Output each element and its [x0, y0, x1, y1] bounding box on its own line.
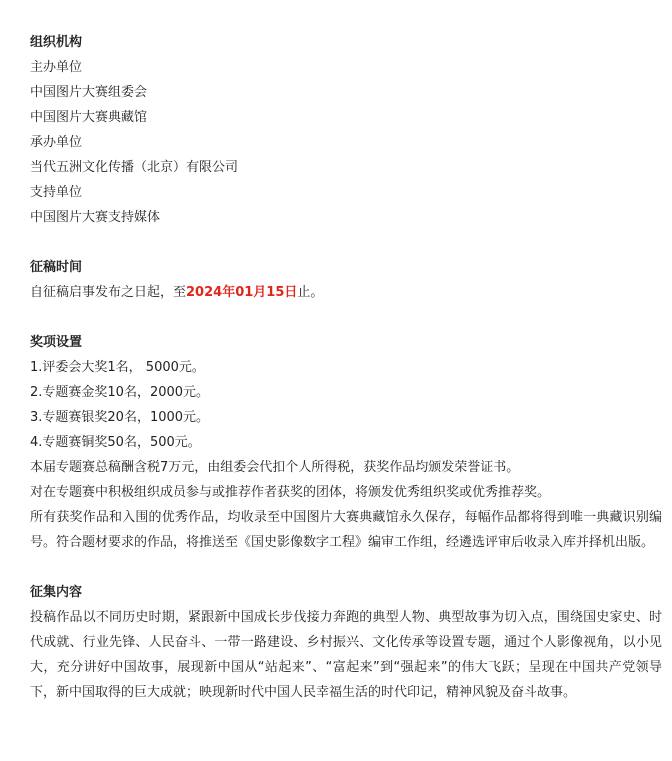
- deadline-section: [30, 255, 662, 305]
- organizer-label: 主办单位: [30, 60, 83, 75]
- deadline-date: 2024年01月15日: [186, 285, 298, 300]
- awards-note-collection: 所有获奖作品和入围的优秀作品，均收录至中国图片大赛典藏馆永久保存，每幅作品都将得到唯一典藏识别编号。符合题材要求的作品，将推送至《国史影像数字工程》编审工作组，经遴选评审后收录入库并择机出版。: [30, 510, 662, 550]
- supporter-label: 支持单位: [30, 185, 83, 200]
- deadline-text-after: 止。: [297, 285, 324, 300]
- awards-heading: 奖项设置: [30, 335, 83, 350]
- organizer-name-1: 中国图片大赛组委会: [30, 85, 148, 100]
- deadline-text: [30, 280, 662, 305]
- awards-section: [30, 330, 662, 555]
- award-item: 1.评委会大奖1名， 5000元。: [30, 360, 205, 375]
- content-heading: 征集内容: [30, 585, 83, 600]
- content-paragraph: 投稿作品以不同历史时期，紧跟新中国成长步伐接力奔跑的典型人物、典型故事为切入点，围绕国史家史、时代成就、行业先锋、人民奋斗、一带一路建设、乡村振兴、文化传承等设置专题，通过个人影像视角，以小见大，充分讲好中国故事，展现新中国从“站起来”、“富起来”到“强起来”的伟大飞跃；呈现在中国共产党领导下，新中国取得的巨大成就；映现新时代中国人民幸福生活的时代印记，精神风貌及奋斗故事。: [30, 610, 662, 700]
- supporter-name: 中国图片大赛支持媒体: [30, 210, 161, 225]
- award-item: 3.专题赛银奖20名，1000元。: [30, 410, 210, 425]
- undertaker-label: 承办单位: [30, 135, 83, 150]
- deadline-heading: 征稿时间: [30, 260, 83, 275]
- deadline-text-before: 自征稿启事发布之日起，至: [30, 285, 187, 300]
- awards-note-total-remuneration: 本届专题赛总稿酬含税7万元，由组委会代扣个人所得税，获奖作品均颁发荣誉证书。: [30, 460, 520, 475]
- organization-section: [30, 30, 662, 230]
- undertaker-name: 当代五洲文化传播（北京）有限公司: [30, 160, 239, 175]
- content-section: [30, 580, 662, 705]
- award-item: 4.专题赛铜奖50名，500元。: [30, 435, 201, 450]
- organization-heading: 组织机构: [30, 35, 83, 50]
- award-item: 2.专题赛金奖10名，2000元。: [30, 385, 210, 400]
- organizer-name-2: 中国图片大赛典藏馆: [30, 110, 148, 125]
- awards-note-organization-award: 对在专题赛中积极组织成员参与或推荐作者获奖的团体，将颁发优秀组织奖或优秀推荐奖。: [30, 485, 551, 500]
